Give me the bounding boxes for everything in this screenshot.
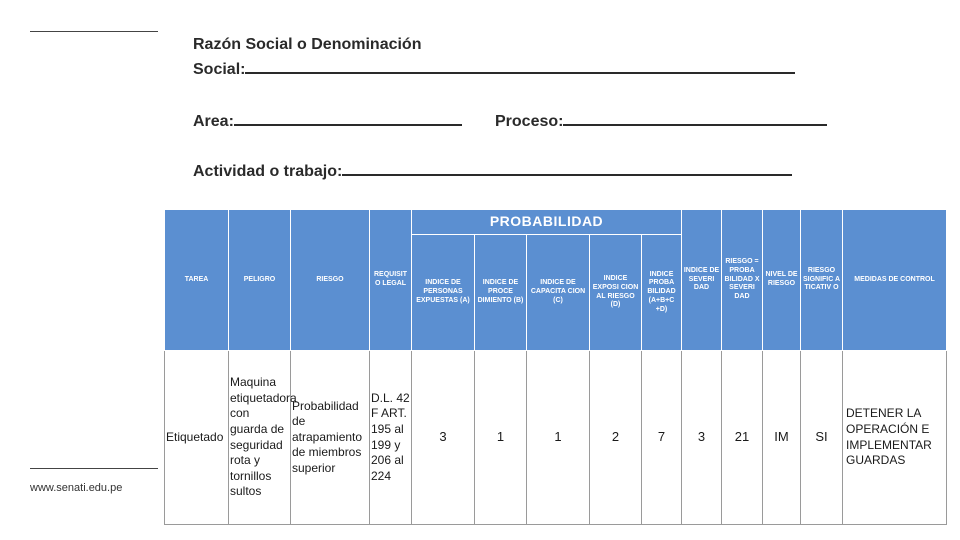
header-peligro: PELIGRO — [229, 210, 291, 351]
cell-indice-c: 1 — [527, 351, 590, 525]
cell-indice-probabilidad: 7 — [642, 351, 682, 525]
cell-indice-b: 1 — [475, 351, 527, 525]
risk-assessment-table — [164, 209, 947, 525]
razon-social-label: Social: — [193, 61, 246, 78]
header-riesgo-calculo: RIESGO = PROBA BILIDAD X SEVERI DAD — [722, 210, 763, 351]
cell-indice-a: 3 — [412, 351, 475, 525]
cell-requisito-legal: D.L. 42 F ART. 195 al 199 y 206 al 224 — [370, 351, 412, 525]
cell-riesgo-significativo: SI — [801, 351, 843, 525]
actividad-blank — [342, 160, 792, 176]
area-label: Area: — [193, 113, 234, 130]
razon-social-field — [193, 58, 795, 79]
cell-indice-d: 2 — [590, 351, 642, 525]
header-requisito-legal: REQUISIT O LEGAL — [370, 210, 412, 351]
header-indice-procedimiento: INDICE DE PROCE DIMIENTO (B) — [475, 235, 527, 351]
actividad-label: Actividad o trabajo: — [193, 163, 343, 180]
header-riesgo-significativo: RIESGO SIGNIFIC A TICATIV O — [801, 210, 843, 351]
cell-peligro: Maquina etiquetadora con guarda de seguridad rota y tornillos sultos — [229, 351, 291, 525]
cell-riesgo-calculo: 21 — [722, 351, 763, 525]
header-indice-capacitacion: INDICE DE CAPACITA CION (C) — [527, 235, 590, 351]
table-row — [165, 351, 947, 525]
actividad-field — [193, 160, 792, 181]
proceso-label: Proceso: — [495, 113, 564, 130]
cell-tarea: Etiquetado — [165, 351, 229, 525]
header-indice-probabilidad: INDICE PROBA BILIDAD (A+B+C +D) — [642, 235, 682, 351]
proceso-blank — [563, 110, 827, 126]
proceso-field — [495, 110, 827, 131]
cell-nivel-riesgo: IM — [763, 351, 801, 525]
cell-indice-severidad: 3 — [682, 351, 722, 525]
area-field — [193, 110, 462, 131]
footer-website: www.senati.edu.pe — [30, 482, 123, 494]
header-tarea: TAREA — [165, 210, 229, 351]
cell-riesgo: Probabilidad de atrapamiento de miembros superior — [291, 351, 370, 525]
top-divider-line — [30, 31, 158, 32]
header-indice-exposicion: INDICE EXPOSI CION AL RIESGO (D) — [590, 235, 642, 351]
footer-divider-line — [30, 468, 158, 469]
header-probabilidad-group: PROBABILIDAD — [412, 210, 682, 235]
header-medidas-control: MEDIDAS DE CONTROL — [843, 210, 947, 351]
area-blank — [234, 110, 462, 126]
razon-social-blank — [245, 58, 795, 74]
cell-medidas-control: DETENER LA OPERACIÓN E IMPLEMENTAR GUARDAS — [843, 351, 947, 525]
header-indice-severidad: INDICE DE SEVERI DAD — [682, 210, 722, 351]
header-riesgo: RIESGO — [291, 210, 370, 351]
header-nivel-riesgo: NIVEL DE RIESGO — [763, 210, 801, 351]
header-indice-personas: INDICE DE PERSONAS EXPUESTAS (A) — [412, 235, 475, 351]
razon-social-title: Razón Social o Denominación — [193, 36, 422, 53]
